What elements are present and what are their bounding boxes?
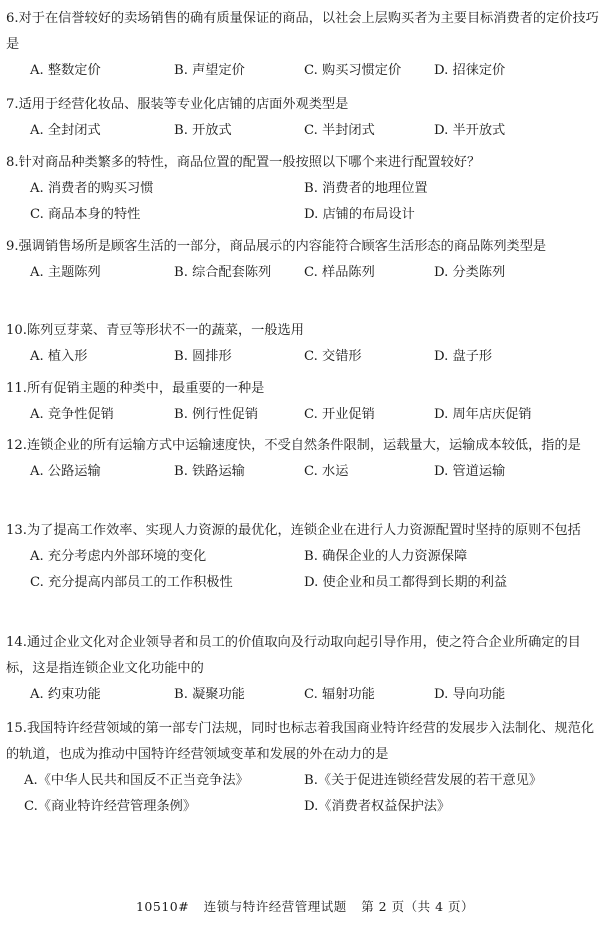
question-stem: 15.我国特许经营领域的第一部专门法规，同时也标志着我国商业特许经营的发展步入法制化、规范化的轨道，也成为推动中国特许经营领域变革和发展的外在动力的是: [6, 721, 595, 762]
options-row: [6, 58, 602, 84]
option-a: A. 整数定价: [30, 63, 101, 78]
option-c: C. 样品陈列: [304, 265, 375, 280]
option-a: A.《中华人民共和国反不正当竞争法》: [24, 773, 249, 788]
page-footer: [0, 898, 610, 916]
option-c: C. 商品本身的特性: [30, 207, 141, 222]
options-row: [6, 260, 602, 286]
option-b: B. 综合配套陈列: [174, 265, 272, 280]
question-stem: 12.连锁企业的所有运输方式中运输速度快，不受自然条件限制，运载量大，运输成本较低，指的是: [6, 438, 581, 453]
option-d: D. 使企业和员工都得到长期的利益: [304, 575, 508, 590]
option-c: C. 水运: [304, 464, 349, 479]
option-a: A. 竞争性促销: [30, 407, 114, 422]
option-b: B. 铁路运输: [174, 464, 245, 479]
option-c: C. 购买习惯定价: [304, 63, 402, 78]
option-c: C. 半封闭式: [304, 123, 375, 138]
option-b: B. 圆排形: [174, 349, 232, 364]
options-row: [6, 118, 602, 144]
question-15: [6, 716, 602, 820]
options-row: [6, 344, 602, 370]
option-a: A. 全封闭式: [30, 123, 101, 138]
question-13: [6, 518, 602, 596]
options-row: [6, 768, 602, 794]
option-d: D. 盘子形: [434, 349, 493, 364]
option-c: C. 辐射功能: [304, 687, 375, 702]
option-b: B. 凝聚功能: [174, 687, 245, 702]
exam-title: 连锁与特许经营管理试题: [203, 899, 347, 914]
option-b: B. 确保企业的人力资源保障: [304, 549, 468, 564]
options-row: [6, 544, 602, 570]
option-b: B. 例行性促销: [174, 407, 259, 422]
question-stem: 9.强调销售场所是顾客生活的一部分，商品展示的内容能符合顾客生活形态的商品陈列类型是: [6, 239, 547, 254]
question-7: [6, 92, 602, 144]
option-d: D. 分类陈列: [434, 265, 506, 280]
option-d: D. 管道运输: [434, 464, 506, 479]
options-row: [6, 570, 602, 596]
option-b: B. 消费者的地理位置: [304, 181, 428, 196]
option-d: D. 招徕定价: [434, 63, 506, 78]
question-stem: 11.所有促销主题的种类中，最重要的一种是: [6, 381, 265, 396]
option-d: D. 导向功能: [434, 687, 506, 702]
option-c: C. 开业促销: [304, 407, 375, 422]
question-stem: 10.陈列豆芽菜、青豆等形状不一的蔬菜，一般选用: [6, 323, 304, 338]
question-stem: 14.通过企业文化对企业领导者和员工的价值取向及行动取向起引导作用，使之符合企业所确定的目标，这是指连锁企业文化功能中的: [6, 635, 581, 676]
options-row: [6, 794, 602, 820]
question-12: [6, 433, 602, 485]
option-d: D. 周年店庆促销: [434, 407, 532, 422]
options-row: [6, 402, 602, 428]
question-11: [6, 376, 602, 428]
question-stem: 7.适用于经营化妆品、服装等专业化店铺的店面外观类型是: [6, 97, 349, 112]
option-c: C. 交错形: [304, 349, 362, 364]
options-row: [6, 202, 602, 228]
option-a: A. 消费者的购买习惯: [30, 181, 154, 196]
options-row: [6, 682, 602, 708]
option-d: D.《消费者权益保护法》: [304, 799, 451, 814]
option-c: C. 充分提高内部员工的工作积极性: [30, 575, 233, 590]
exam-code: 10510#: [135, 899, 190, 914]
question-10: [6, 318, 602, 370]
question-8: [6, 150, 602, 228]
question-stem: 8.针对商品种类繁多的特性，商品位置的配置一般按照以下哪个来进行配置较好？: [6, 155, 481, 170]
options-row: [6, 176, 602, 202]
question-stem: 13.为了提高工作效率、实现人力资源的最优化，连锁企业在进行人力资源配置时坚持的原则不包括: [6, 523, 581, 538]
option-a: A. 充分考虑内外部环境的变化: [30, 549, 207, 564]
option-a: A. 植入形: [30, 349, 88, 364]
option-b: B.《关于促进连锁经营发展的若干意见》: [304, 773, 543, 788]
option-c: C.《商业特许经营管理条例》: [24, 799, 197, 814]
question-9: [6, 234, 602, 286]
option-a: A. 主题陈列: [30, 265, 101, 280]
option-d: D. 半开放式: [434, 123, 506, 138]
page-number: 第 2 页（共 4 页）: [361, 899, 475, 914]
option-a: A. 公路运输: [30, 464, 101, 479]
option-a: A. 约束功能: [30, 687, 101, 702]
option-d: D. 店铺的布局设计: [304, 207, 415, 222]
question-6: [6, 6, 602, 84]
option-b: B. 开放式: [174, 123, 232, 138]
options-row: [6, 459, 602, 485]
option-b: B. 声望定价: [174, 63, 245, 78]
question-14: [6, 630, 602, 708]
question-stem: 6.对于在信誉较好的卖场销售的确有质量保证的商品，以社会上层购买者为主要目标消费者的定价技巧是: [6, 11, 599, 52]
